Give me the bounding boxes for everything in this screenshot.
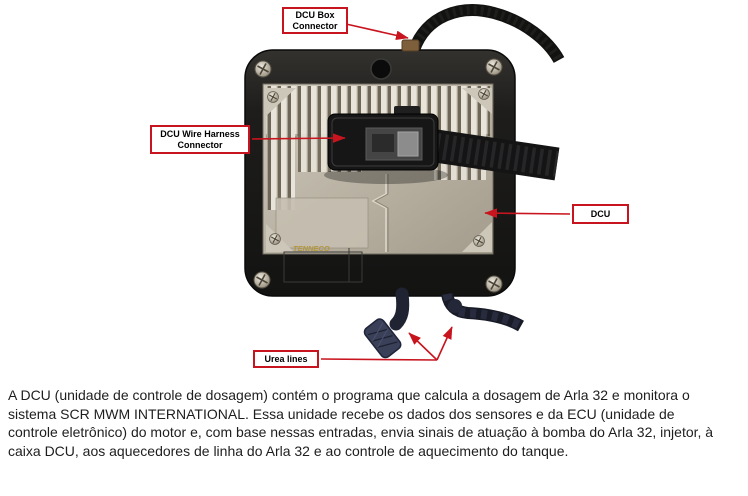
caption-paragraph: A DCU (unidade de controle de dosagem) contém o programa que calcula a dosagem de Arla 32 e monitora o sistema SCR MWM INTERNATIONAL. Essa unidade recebe os dados dos sensores e da ECU (unidade de controle eletrônico) do motor e, com base nessas entradas, envia sinais de atuação à bomba do Arla 32, injetor, à caixa DCU, aos aquecedores de linha do Arla 32 e ao controle de aquecimento do tanque. xyxy=(8,387,714,459)
arrow-box-connector xyxy=(346,24,408,38)
plate-screw xyxy=(474,236,485,247)
arrow-urea-right xyxy=(437,327,452,360)
plate-screw xyxy=(479,89,490,100)
callout-dcu: DCU xyxy=(572,204,629,224)
urea-hose-left xyxy=(362,294,402,360)
brand-text: TENNECO xyxy=(293,244,330,253)
arrow-wire-harness xyxy=(252,138,345,139)
callout-dcu-box-connector: DCU Box Connector xyxy=(282,7,348,34)
plate-screw xyxy=(270,234,281,245)
arrow-urea-line xyxy=(321,359,437,360)
urea-hose-right xyxy=(447,294,521,326)
callout-urea-lines: Urea lines xyxy=(253,350,319,368)
plate-screw xyxy=(268,92,279,103)
top-bump xyxy=(371,59,391,79)
arrow-dcu xyxy=(485,213,570,214)
dcu-box-connector-part xyxy=(402,40,419,51)
arrow-urea-left xyxy=(409,333,437,360)
callout-dcu-wire-harness-connector: DCU Wire Harness Connector xyxy=(150,125,250,154)
